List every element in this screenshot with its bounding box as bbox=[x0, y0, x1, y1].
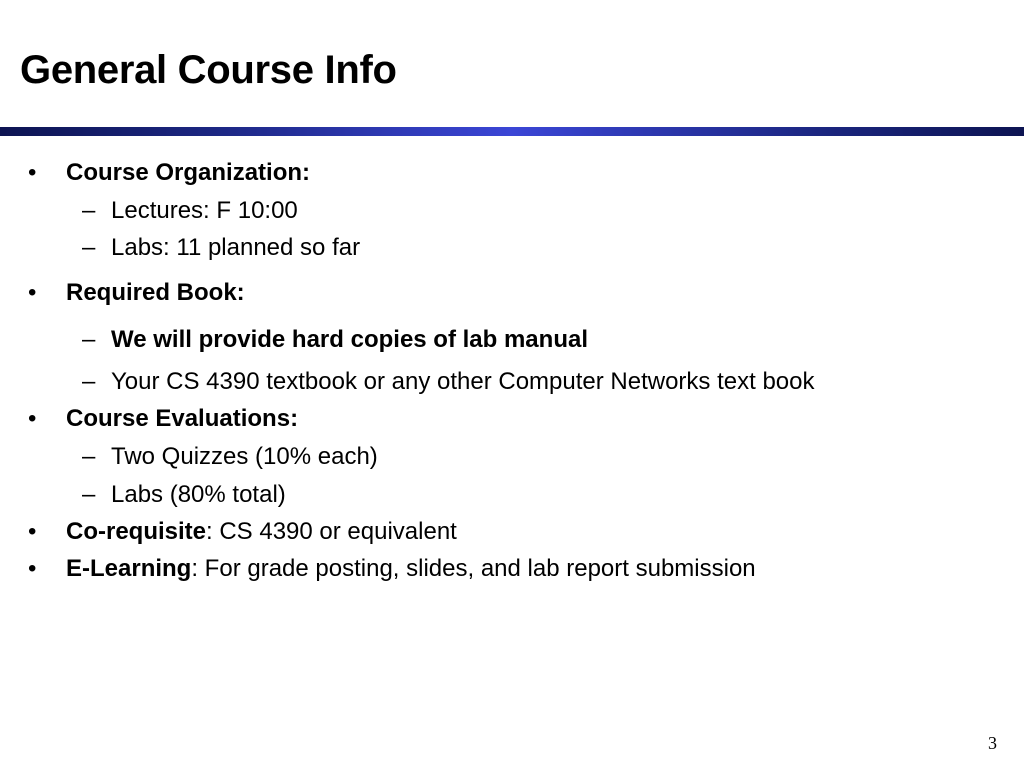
bullet-label: E-Learning bbox=[66, 555, 192, 582]
sub-bullet-text: Labs: 11 planned so far bbox=[111, 234, 361, 261]
bullet-label: Course Evaluations: bbox=[66, 405, 299, 432]
page-number: 3 bbox=[988, 733, 997, 753]
bullet-text: : For grade posting, slides, and lab report submission bbox=[191, 555, 756, 582]
dash-marker: – bbox=[82, 326, 96, 353]
sub-bullet-text: Labs (80% total) bbox=[111, 481, 286, 508]
bullet-marker: • bbox=[28, 518, 37, 545]
sub-bullet-text: Lectures: F 10:00 bbox=[111, 197, 298, 224]
sub-bullet-text: Your CS 4390 textbook or any other Computer Networks text book bbox=[111, 368, 815, 395]
sub-bullet-text: Two Quizzes (10% each) bbox=[111, 443, 378, 470]
bullet-marker: • bbox=[28, 279, 37, 306]
bullet-text: : CS 4390 or equivalent bbox=[206, 518, 457, 545]
dash-marker: – bbox=[82, 481, 96, 508]
bullet-line bbox=[66, 517, 457, 547]
bullet-label: Course Organization: bbox=[66, 159, 311, 186]
bullet-marker: • bbox=[28, 405, 37, 432]
dash-marker: – bbox=[82, 443, 96, 470]
bullet-label: Co-requisite bbox=[66, 518, 207, 545]
bullet-marker: • bbox=[28, 159, 37, 186]
dash-marker: – bbox=[82, 234, 96, 261]
dash-marker: – bbox=[82, 368, 96, 395]
bullet-label: Required Book: bbox=[66, 279, 245, 306]
bullet-marker: • bbox=[28, 555, 37, 582]
title-divider bbox=[0, 127, 1024, 136]
slide-title: General Course Info bbox=[20, 48, 397, 92]
bullet-line bbox=[66, 554, 756, 584]
sub-bullet-text: We will provide hard copies of lab manual bbox=[111, 326, 588, 353]
dash-marker: – bbox=[82, 197, 96, 224]
